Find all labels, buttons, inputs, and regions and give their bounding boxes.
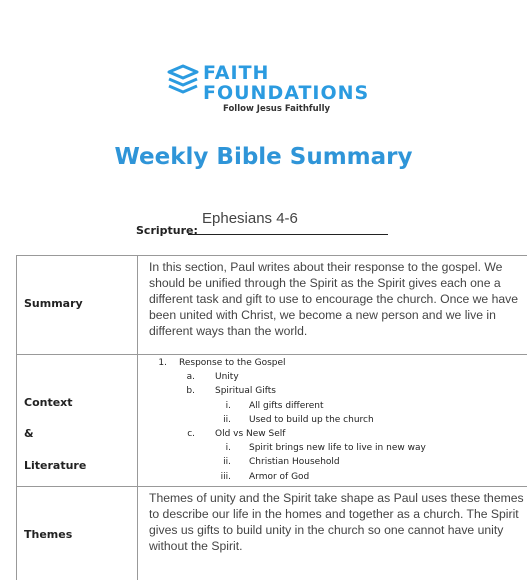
scripture-value: Ephesians 4-6 <box>202 210 298 227</box>
outline-item-number: b. <box>186 386 195 397</box>
outline-item-text: Spiritual Gifts <box>215 386 276 397</box>
themes-text: Themes of unity and the Spirit take shape as Paul uses these themes to describe our life in the homes and together as a church. The Spirit gives us gifts to build unity in the church so one cannot have unity without the Spirit. <box>149 491 524 553</box>
context-label: Context <box>24 396 73 409</box>
outline-item-text: Christian Household <box>249 457 340 468</box>
outline-item-text: Response to the Gospel <box>179 358 286 368</box>
outline-item-number: 1. <box>158 358 167 368</box>
outline-item-number: iii. <box>220 471 231 482</box>
summary-label: Summary <box>24 297 83 310</box>
row-divider-1 <box>16 354 527 355</box>
logo-text-foundations: FOUNDATIONS <box>203 82 370 104</box>
scripture-label: Scripture: <box>136 224 198 237</box>
outline-item-text: Armor of God <box>249 471 310 482</box>
table-column-divider <box>137 255 138 580</box>
book-stack-icon <box>167 64 199 98</box>
outline-item-text: Spirit brings new life to live in new way <box>249 443 426 454</box>
outline-item-number: ii. <box>223 414 231 425</box>
logo <box>167 58 370 118</box>
summary-table <box>16 255 527 580</box>
outline-item <box>149 399 525 413</box>
outline-item <box>149 470 525 484</box>
outline-item-number: i. <box>225 400 231 411</box>
themes-label: Themes <box>24 528 73 541</box>
scripture-underline <box>188 234 388 235</box>
outline-item <box>149 384 525 398</box>
logo-text-faith: FAITH <box>203 62 270 84</box>
logo-tagline: Follow Jesus Faithfully <box>223 104 331 114</box>
table-left-border <box>16 255 17 580</box>
context-outline <box>149 356 525 484</box>
outline-item-number: ii. <box>223 457 231 468</box>
summary-text: In this section, Paul writes about their response to the gospel. We should be unified through the Spirit as the Spirit gives each one a different task and gift to use to encourage the church. Once we have been united with Christ, we become a new person and we live in different ways than the world. <box>149 260 519 338</box>
literature-label: Literature <box>24 459 87 472</box>
outline-item-text: Old vs New Self <box>215 428 286 439</box>
outline-item <box>149 427 525 441</box>
outline-item-text: Used to build up the church <box>249 414 374 425</box>
outline-item-text: All gifts different <box>249 400 324 411</box>
outline-item-number: i. <box>225 443 231 454</box>
outline-item-number: c. <box>187 428 195 439</box>
page-title: Weekly Bible Summary <box>114 144 413 170</box>
row-divider-2 <box>16 486 527 487</box>
outline-item <box>149 413 525 427</box>
outline-item <box>149 370 525 384</box>
context-ampersand: & <box>24 427 34 440</box>
table-top-border <box>16 255 527 256</box>
outline-item-number: a. <box>186 372 195 383</box>
outline-item <box>149 356 525 370</box>
outline-item <box>149 441 525 455</box>
outline-item <box>149 455 525 469</box>
outline-item-text: Unity <box>215 372 239 383</box>
